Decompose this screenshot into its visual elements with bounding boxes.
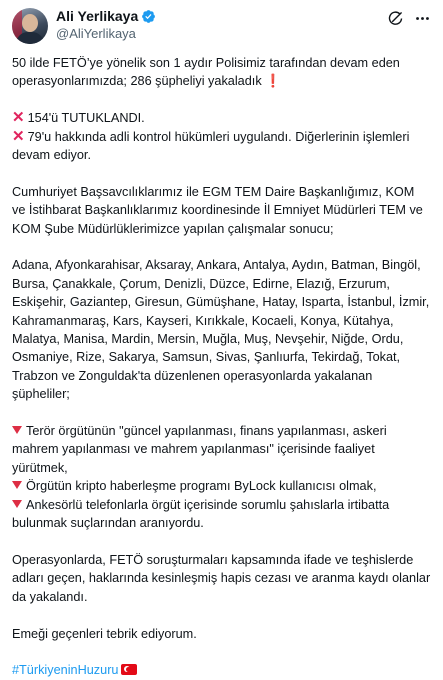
author-handle[interactable]: @AliYerlikaya	[56, 26, 136, 41]
tweet-text	[12, 54, 431, 680]
author-info	[56, 8, 156, 42]
red-triangle-icon	[12, 426, 22, 434]
result-judicial-control: ✕ 79'u hakkında adli kontrol hükümleri uygulandı. Diğerlerinin işlemleri devam ediyor.	[12, 127, 410, 163]
verified-badge-icon	[141, 9, 156, 24]
author-name[interactable]: Ali Yerlikaya	[56, 8, 139, 24]
additional-arrests-paragraph: Operasyonlarda, FETÖ soruşturmaları kapsamında ifade ve teşhislerde adları geçen, haklarında kesinleşmiş hapis cezası ve aranma kaydı olanlar da yakalandı.	[12, 552, 431, 604]
red-triangle-icon	[12, 481, 22, 489]
intro-paragraph: 50 ilde FETÖ’ye yönelik son 1 aydır Polisimiz tarafından devam eden operasyonlarımızda; 286 şüpheliyi yakaladık ❗	[12, 56, 400, 89]
thanks-paragraph: Emeği geçenleri tebrik ediyorum.	[12, 626, 197, 641]
cities-paragraph: Adana, Afyonkarahisar, Aksaray, Ankara, Antalya, Aydın, Batman, Bingöl, Bursa, Çanakkale, Çorum, Denizli, Düzce, Edirne, Elazığ, Erzurum, Eskişehir, Gaziantep, Giresun, Gümüşhane, Hatay, Isparta, İstanbul, İzmir, Kahramanmaraş, Kars, Kayseri, Kırıkkale, Kocaeli, Konya, Kütahya, Malatya, Manisa, Mardin, Mersin, Muğla, Muş, Nevşehir, Niğde, Ordu, Osmaniye, Rize, Sakarya, Samsun, Sivas, Şanlıurfa, Tekirdağ, Tokat, Trabzon ve Zonguldak'ta düzenlenen operasyonlarda yakalanan şüpheliler;	[12, 258, 430, 402]
avatar[interactable]	[12, 8, 48, 44]
charge-item: Terör örgütünün "güncel yapılanması, finans yapılanması, askeri mahrem yapılanması ve mahrem yapılanması" içerisinde faaliyet yürütmek,	[12, 424, 387, 475]
cross-mark-icon: ✕	[12, 109, 25, 127]
turkey-flag-icon	[121, 664, 137, 675]
cross-mark-icon: ✕	[12, 127, 25, 145]
hashtag-link[interactable]: #TürkiyeninHuzuru	[12, 663, 119, 678]
more-icon[interactable]	[414, 10, 431, 27]
tweet-header	[12, 8, 431, 48]
grok-icon[interactable]	[387, 10, 404, 27]
red-triangle-icon	[12, 500, 22, 508]
charge-item: Örgütün kripto haberleşme programı ByLock kullanıcısı olmak,	[12, 477, 431, 495]
coordination-paragraph: Cumhuriyet Başsavcılıklarımız ile EGM TEM Daire Başkanlığımız, KOM ve İstihbarat Başkanlıklarımız koordinesinde İl Emniyet Müdürleri TEM ve KOM Şube Müdürlüklerimizce yapılan çalışmalar sonucu;	[12, 184, 423, 236]
charge-item: Ankesörlü telefonlarla örgüt içerisinde sorumlu şahıslarla irtibatta bulunmak suçlarından aranıyordu.	[12, 497, 390, 531]
hashtag-line	[12, 661, 431, 679]
result-arrested: ✕ 154'ü TUTUKLANDI.	[12, 109, 145, 127]
tweet-actions	[387, 8, 431, 27]
exclamation-icon: ❗	[265, 74, 282, 89]
